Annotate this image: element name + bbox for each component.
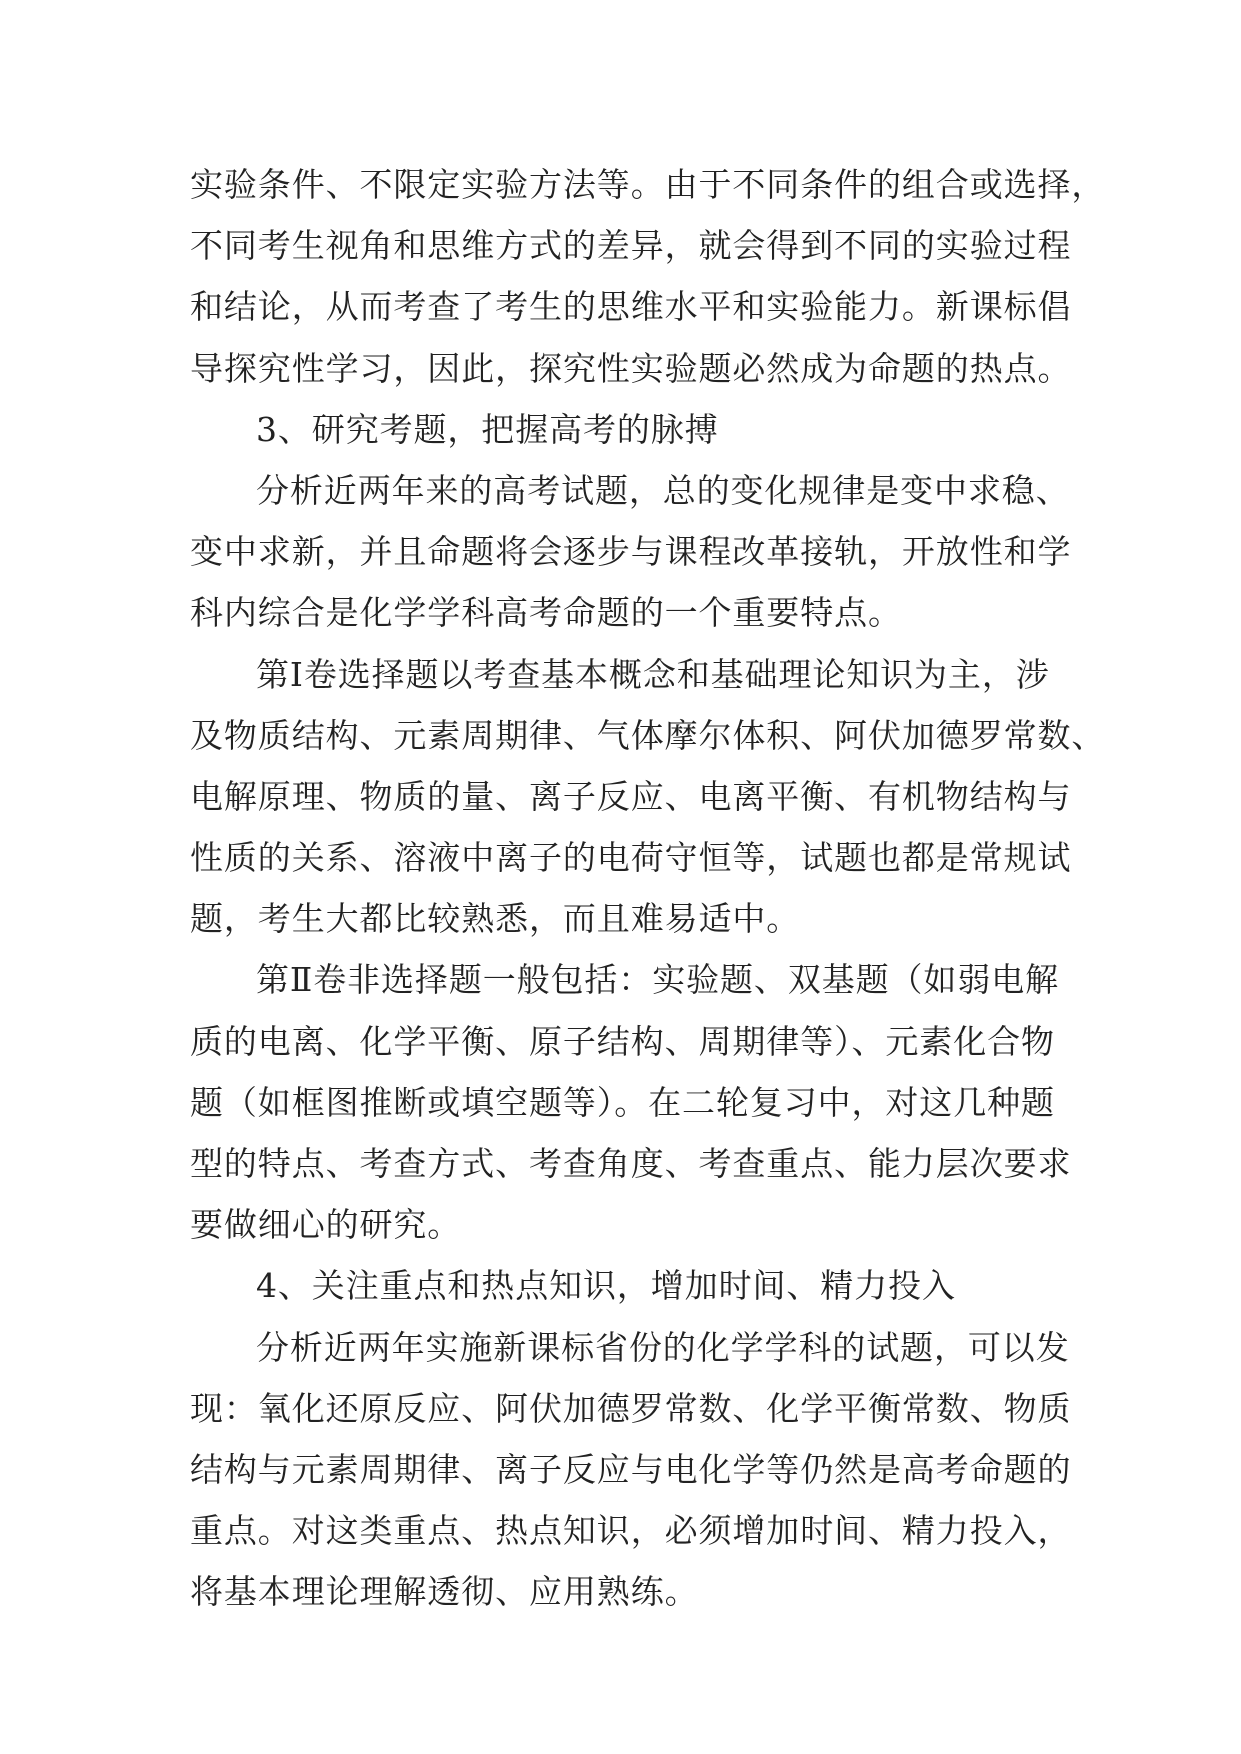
text-line: 第Ⅱ卷非选择题一般包括：实验题、双基题（如弱电解 (256, 960, 1060, 1000)
text-line: 现：氧化还原反应、阿伏加德罗常数、化学平衡常数、物质 (190, 1388, 1072, 1428)
section-heading-4: 4、关注重点和热点知识，增加时间、精力投入 (256, 1266, 956, 1306)
text-line: 第Ⅰ卷选择题以考查基本概念和基础理论知识为主，涉 (256, 654, 1050, 694)
text-line: 要做细心的研究。 (190, 1205, 462, 1245)
text-line: 重点。对这类重点、热点知识，必须增加时间、精力投入， (190, 1511, 1072, 1551)
text-line: 型的特点、考查方式、考查角度、考查重点、能力层次要求 (190, 1144, 1072, 1183)
text-line: 质的电离、化学平衡、原子结构、周期律等）、元素化合物 (190, 1021, 1055, 1061)
text-line: 分析近两年来的高考试题，总的变化规律是变中求稳、 (256, 470, 1070, 510)
section-heading-3: 3、研究考题，把握高考的脉搏 (256, 409, 719, 449)
text-line: 结构与元素周期律、离子反应与电化学等仍然是高考命题的 (190, 1449, 1072, 1489)
text-line: 变中求新，并且命题将会逐步与课程改革接轨，开放性和学 (190, 532, 1072, 572)
text-line: 性质的关系、溶液中离子的电荷守恒等，试题也都是常规试 (190, 838, 1072, 878)
text-line: 电解原理、物质的量、离子反应、电离平衡、有机物结构与 (190, 776, 1072, 816)
text-line: 导探究性学习，因此，探究性实验题必然成为命题的热点。 (190, 348, 1072, 388)
body-text (190, 154, 1106, 1623)
text-line: 科内综合是化学学科高考命题的一个重要特点。 (190, 593, 902, 633)
text-line: 实验条件、不限定实验方法等。由于不同条件的组合或选择， (190, 165, 1106, 204)
text-line: 题，考生大都比较熟悉，而且难易适中。 (190, 899, 801, 939)
text-line: 和结论，从而考查了考生的思维水平和实验能力。新课标倡 (190, 287, 1072, 327)
text-line: 不同考生视角和思维方式的差异，就会得到不同的实验过程 (190, 226, 1072, 266)
text-line: 题（如框图推断或填空题等）。在二轮复习中，对这几种题 (190, 1082, 1055, 1122)
text-line: 分析近两年实施新课标省份的化学学科的试题，可以发 (256, 1327, 1070, 1367)
text-line: 及物质结构、元素周期律、气体摩尔体积、阿伏加德罗常数、 (190, 715, 1106, 755)
text-line: 将基本理论理解透彻、应用熟练。 (190, 1572, 699, 1612)
